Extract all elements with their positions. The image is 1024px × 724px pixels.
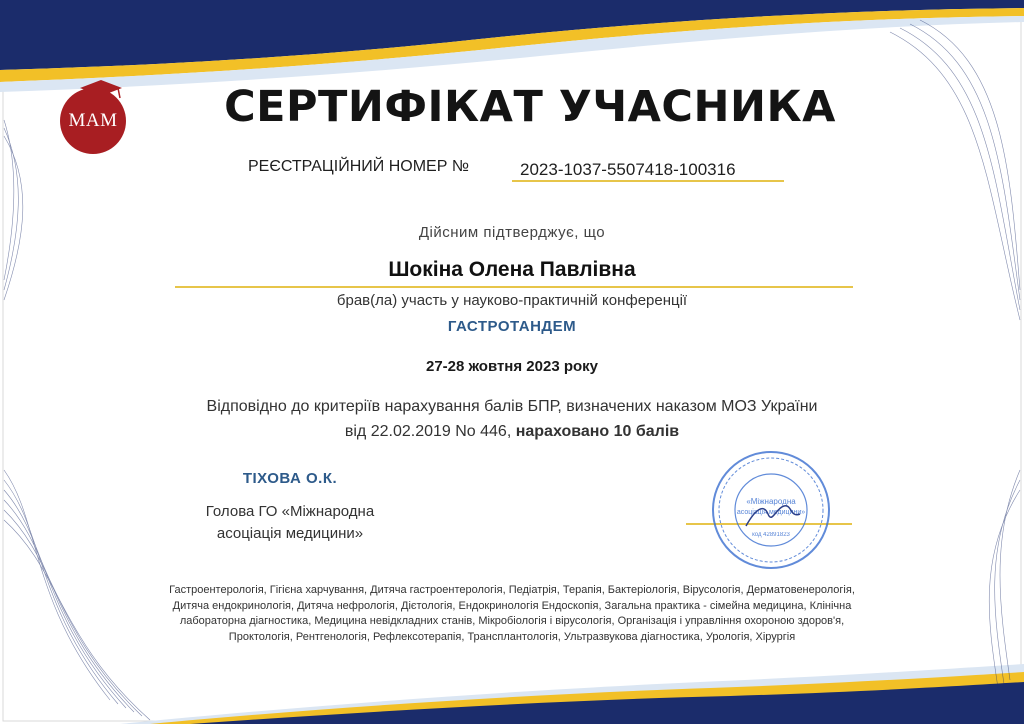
specialties-line: лабораторна діагностика, Медицина невідкладних станів, Мікробіологія і вірусологія, Організація і управління охороною здоров'я, [179, 615, 845, 627]
registration-label: РЕЄСТРАЦІЙНИЙ НОМЕР № [248, 158, 469, 175]
criteria-text-line1: Відповідно до критеріїв нарахування балів БПР, визначених наказом МОЗ України [206, 398, 818, 415]
name-underline [175, 286, 853, 288]
credited-points: нараховано 10 балів [515, 423, 680, 440]
stamp-center-line1: «Міжнародна [746, 497, 796, 506]
signer-name: ТІХОВА О.К. [242, 470, 338, 487]
criteria-order: від 22.02.2019 No 446, [344, 423, 516, 440]
confirm-text: Дійсним підтверджує, що [418, 224, 606, 241]
signer-role-line1: Голова ГО «Міжнародна [205, 503, 375, 520]
official-stamp [706, 448, 836, 572]
stamp-center-line2: асоціація медицини» [736, 509, 806, 516]
logo-text: МАМ [60, 88, 126, 154]
participation-text: брав(ла) участь у науково-практичній конференції [336, 292, 688, 309]
certificate-title: СЕРТИФІКАТ УЧАСНИКА [224, 82, 836, 132]
criteria-text-line2 [0, 423, 1024, 441]
participant-name: Шокіна Олена Павлівна [388, 258, 636, 281]
registration-number: 2023-1037-5507418-100316 [512, 160, 784, 182]
signer-role-line2: асоціація медицини» [216, 525, 364, 542]
conference-dates: 27-28 жовтня 2023 року [425, 358, 599, 375]
specialties-line: Дитяча ендокринологія, Дитяча нефрологія, Дієтологія, Ендокринологія Ендоскопія, Загальна практика - сімейна медицина, Клінічна [172, 599, 852, 612]
mam-logo [58, 78, 130, 158]
specialties-line: Гастроентерологія, Гігієна харчування, Дитяча гастроентерологія, Педіатрія, Терапія, Бактеріологія, Вірусологія, Дерматовенерологія, [169, 584, 855, 596]
specialties-line: Проктологія, Рентгенологія, Рефлексотерапія, Трансплантологія, Ультразвукова діагностика, Урологія, Хірургія [228, 630, 796, 643]
conference-name: ГАСТРОТАНДЕМ [447, 318, 577, 335]
stamp-code: код 42891823 [752, 532, 790, 538]
specialties-list [80, 583, 944, 645]
